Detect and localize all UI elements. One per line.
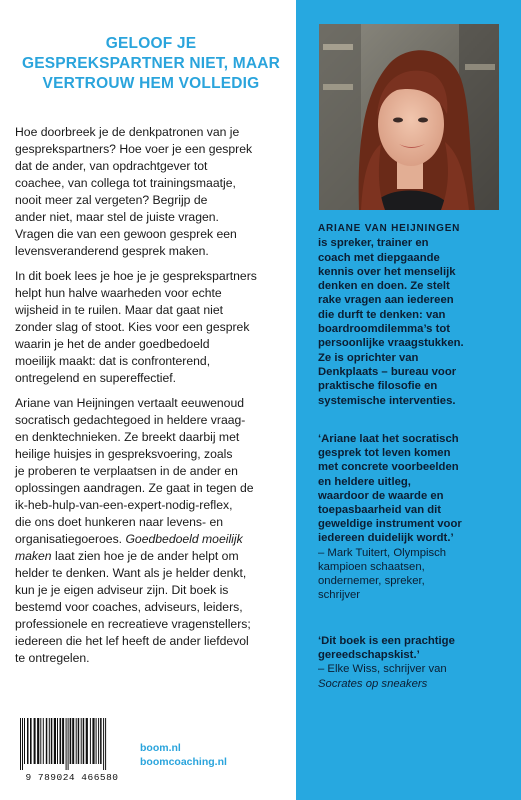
text-line: zonder slag of stoot. Kies voor een gesprek [15,320,250,334]
barcode-bar [96,718,97,764]
barcode-bar [92,718,94,764]
text-line: helder te denken. Want als je helder denkt, [15,566,247,580]
endorsement-quote-2 [318,634,514,691]
text-line [15,531,289,548]
barcode-bar [51,718,53,764]
quote-line: gesprek tot leven komen [318,447,451,460]
text-fragment: laat zien hoe je de ander helpt om [51,549,239,563]
headline-line: VERTROUW HEM VOLLEDIG [42,75,260,92]
bio-line: persoonlijke vraagstukken. [318,337,464,350]
barcode-bar [37,718,39,764]
text-line: Ariane van Heijningen vertaalt eeuwenoud [15,396,245,410]
text-fragment: organisatiegoeroes. [15,532,123,546]
barcode-bar [105,718,106,770]
barcode-bar [57,718,58,764]
blurb-paragraph-3 [15,395,289,667]
quote-line: toepasbaarheid van dit [318,504,442,517]
publisher-link[interactable]: boomcoaching.nl [140,756,227,768]
barcode-bar [90,718,91,764]
bio-line: boardroomdilemma’s tot [318,323,451,336]
bio-line: denken en doen. Ze stelt [318,280,450,293]
quote-attribution: – Elke Wiss, schrijver van [318,663,447,676]
publisher-links [140,741,227,769]
quote-attribution: ondernemer, spreker, [318,575,425,588]
barcode-bar [86,718,88,764]
publisher-link[interactable]: boom.nl [140,742,181,754]
book-title-italic: maken [15,549,52,563]
text-line: waarin je het de ander goedbedoeld [15,337,210,351]
bio-line: systemische interventies. [318,394,456,407]
bio-line: coach met diepgaande [318,251,440,264]
text-line: ik-heb-hulp-van-een-expert-nodig-reflex, [15,498,233,512]
book-title-italic: Goedbedoeld moeilijk [125,532,243,546]
text-line: socratisch gedachtegoed in heldere vraag- [15,413,246,427]
bio-line: die durft te denken: van [318,308,446,321]
author-bio [318,222,514,408]
quote-line: geweldige instrument voor [318,518,462,531]
barcode-bar [98,718,99,764]
author-photo [319,24,499,210]
barcode-bar [46,718,48,764]
barcode-bar [60,718,62,764]
quote-line: ‘Dit boek is een prachtige [318,635,455,647]
blurb-paragraph-2 [15,268,289,387]
text-line: ander niet, maar stel de juiste vragen. [15,210,219,224]
text-line: Vragen die van een gewoon gesprek een [15,227,237,241]
text-line: je proberen te verplaatsen in de ander en [15,464,238,478]
text-line: levensveranderend gesprek maken. [15,244,209,258]
text-line: ontregelend en supereffectief. [15,371,177,385]
barcode-bar [54,718,56,764]
bio-line: praktische filosofie en [318,380,438,393]
text-line: nooit meer zal vergeten? Begrijp de [15,193,208,207]
quote-attribution: kampioen schaatsen, [318,560,425,573]
barcode-bar [43,718,44,764]
barcode-bar [20,718,21,770]
blurb-paragraph-1 [15,124,289,260]
barcode-bar [27,718,29,764]
barcode-bar [78,718,80,764]
barcode-bar [72,718,74,764]
text-line: te ontregelen. [15,651,90,665]
barcode-bar [100,718,102,764]
barcode-bar [76,718,77,764]
barcode-bar [83,718,85,764]
bio-line: Ze is oprichter van [318,351,419,364]
barcode-bar [34,718,36,764]
barcode-bar [22,718,23,770]
isbn-number: 9 789024 466580 [25,772,119,783]
barcode-bar [62,718,64,764]
text-line: en denktechnieken. Ze breekt daarbij met [15,430,240,444]
isbn-barcode [12,714,130,786]
barcode-bar [81,718,82,764]
quote-line: gereedschapskist.’ [318,649,420,662]
headline-line: GESPREKSPARTNER NIET, MAAR [21,55,281,72]
text-line [15,548,289,565]
barcode-bar [30,718,32,764]
barcode-bar [70,718,72,764]
headline-line: GELOOF JE [105,35,197,52]
text-line: helpt hun halve waarheden voor echte [15,286,222,300]
barcode-bar [49,718,50,764]
bio-line: Denkplaats – bureau voor [318,365,457,378]
quote-attribution: – Mark Tuitert, Olympisch [318,546,447,559]
text-line: kun je je eigen adviseur zijn. Dit boek is [15,583,229,597]
text-line: bestemd voor coaches, adviseurs, leiders, [15,600,243,614]
text-line: die ons doet hunkeren naar levens- en [15,515,224,529]
quote-attribution-book-title: Socrates op sneakers [318,677,428,690]
text-line: In dit boek lees je hoe je je gesprekspartners [15,269,257,283]
bio-line: is spreker, trainer en [318,237,429,250]
text-line: dat de ander, van opdrachtgever tot [15,159,208,173]
barcode-bar [24,718,25,764]
quote-line: met concrete voorbeelden [318,461,459,474]
text-line: iedereen die het lef heeft de ander liefdevol [15,634,249,648]
quote-attribution: schrijver [318,589,361,602]
bio-line: rake vragen aan iedereen [318,294,454,307]
blurb-text [15,124,289,675]
barcode-bar [40,718,41,764]
author-portrait-illustration [319,24,499,210]
barcode-bar [66,718,67,770]
quote-line: iedereen duidelijk wordt.’ [318,532,454,545]
quote-line: waardoor de waarde en [318,489,444,502]
endorsement-quote-1 [318,432,514,602]
quote-line: ‘Ariane laat het socratisch [318,433,459,445]
barcode-bars [18,718,124,770]
quote-line: en heldere uitleg, [318,475,411,488]
text-line: Hoe doorbreek je de denkpatronen van je [15,125,240,139]
text-line: heilige huisjes in gespreksvoering, zoals [15,447,233,461]
text-line: moeilijk maakt: dat is confronterend, [15,354,211,368]
text-line: professionele en recreatieve vragenstellers; [15,617,251,631]
author-name: ARIANE VAN HEIJNINGEN [318,223,461,234]
barcode-bar [68,718,69,770]
text-line: gesprekspartners? Hoe voer je een gesprek [15,142,253,156]
text-line: coachee, van collega tot trainingsmaatje, [15,176,236,190]
cover-headline [20,34,282,94]
text-line: wijsheid in te ruilen. Maar dat gaat niet [15,303,223,317]
bio-line: kennis over het menselijk [318,265,456,278]
text-line: oplossingen aandragen. Ze gaat in tegen de [15,481,254,495]
barcode-bar [103,718,104,770]
